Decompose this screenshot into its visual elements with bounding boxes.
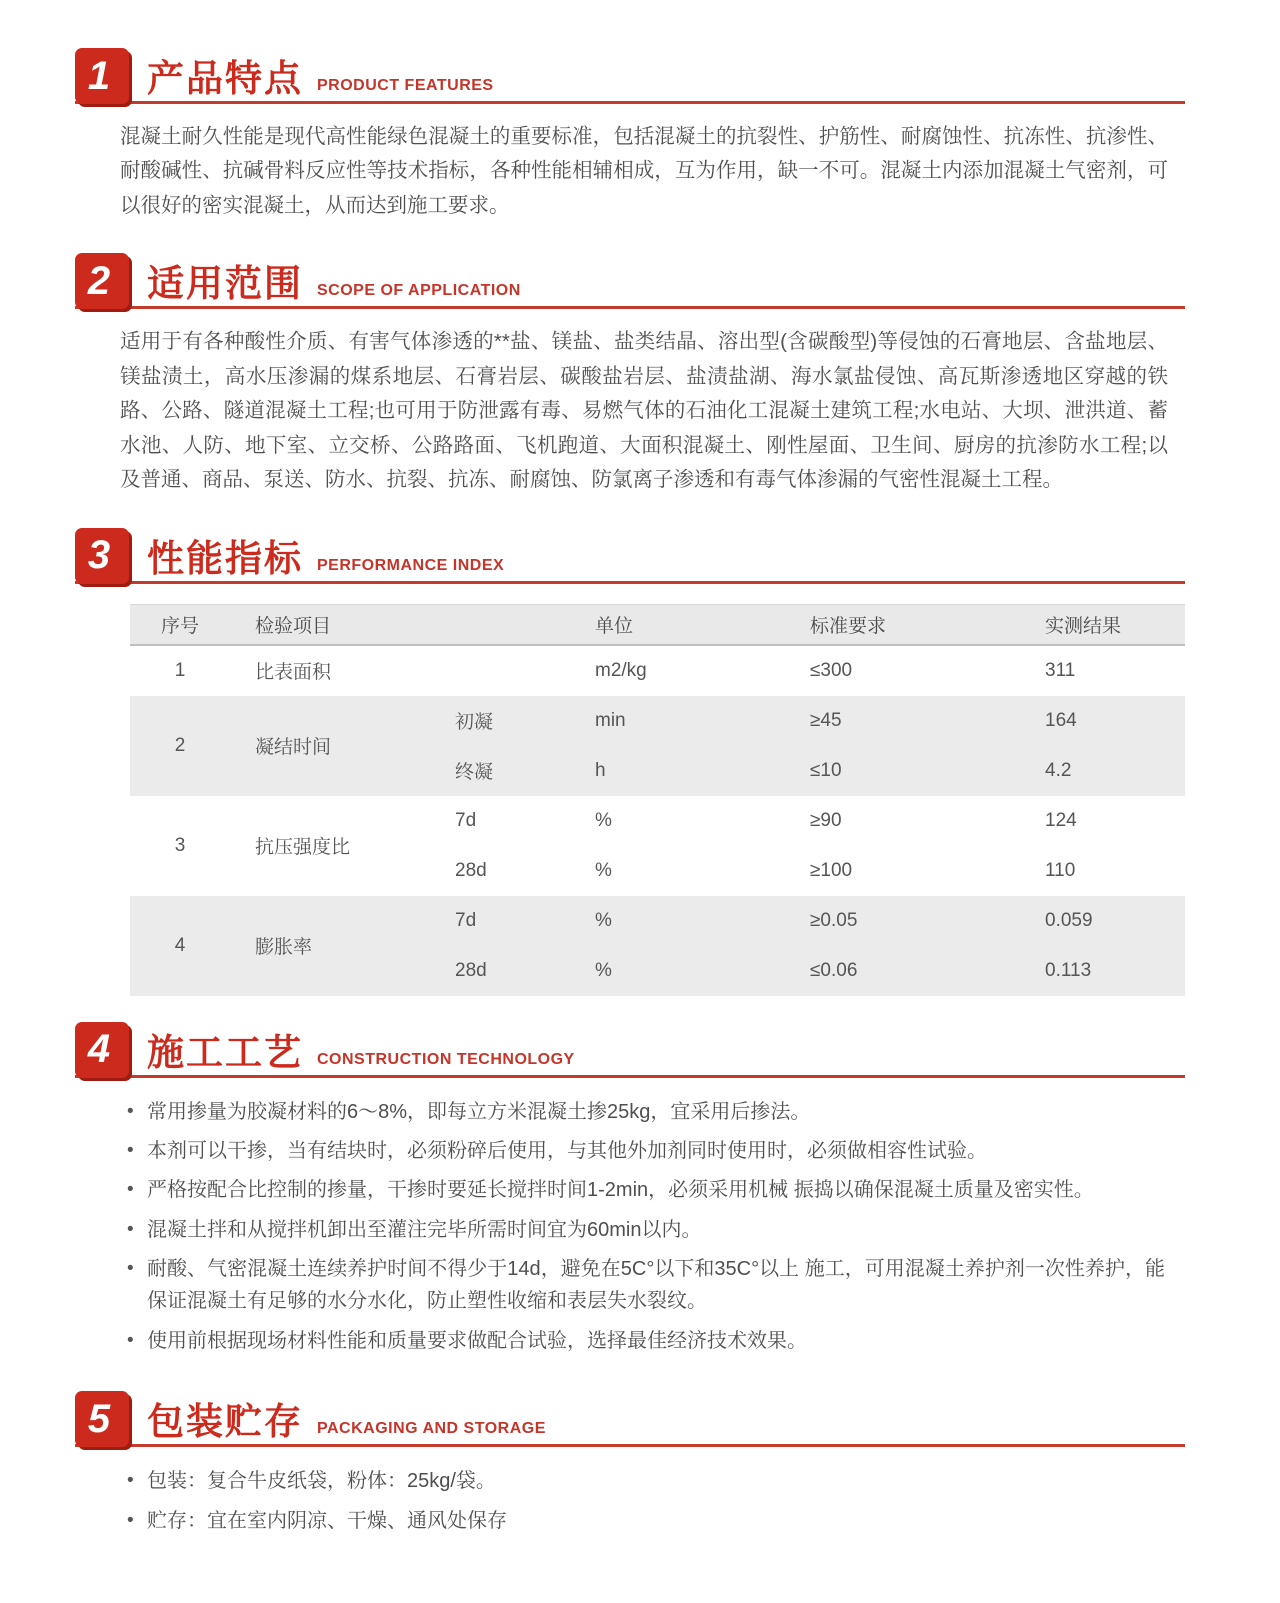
table-row-setting-time (130, 696, 1185, 796)
section-title-zh: 适用范围 (147, 263, 303, 305)
table-header-row (130, 604, 1185, 646)
section-title-en: CONSTRUCTION TECHNOLOGY (317, 1050, 575, 1068)
subrow (430, 796, 1185, 846)
cell-unit: % (595, 959, 612, 981)
cell-sub: 初凝 (455, 712, 494, 733)
cell-sub: 7d (455, 909, 477, 931)
bullet-list (125, 1465, 1165, 1537)
performance-table (130, 604, 1185, 996)
section-number-badge: 5 (75, 1391, 129, 1447)
cell-serial: 4 (174, 934, 186, 956)
section-number-badge: 4 (75, 1022, 129, 1078)
section-titles (147, 1031, 575, 1075)
cell-result: 0.113 (1045, 959, 1092, 981)
subrow (430, 696, 1185, 746)
cell-unit: % (595, 859, 612, 881)
section-header (75, 1391, 1185, 1447)
cell-standard: ≥90 (810, 809, 842, 831)
cell-serial: 2 (174, 734, 186, 756)
bullet-item: • 包装：复合牛皮纸袋，粉体：25kg/袋。 (125, 1465, 1165, 1497)
cell-unit: % (595, 909, 612, 931)
section-product-features (75, 48, 1185, 223)
header-serial: 序号 (160, 615, 199, 637)
subrow-column (430, 646, 1185, 696)
subrow-column (430, 696, 1185, 796)
cell-item: 比表面积 (255, 662, 332, 683)
bullet-list (125, 1096, 1165, 1358)
bullet-item: • 严格按配合比控制的掺量，干掺时要延长搅拌时间1-2min，必须采用机械 振捣以确保混凝土质量及密实性。 (125, 1174, 1165, 1206)
cell-result: 110 (1045, 859, 1076, 881)
section-title-zh: 施工工艺 (147, 1031, 303, 1073)
header-standard: 标准要求 (810, 615, 887, 637)
section-titles (147, 537, 505, 581)
section-title-en: PERFORMANCE INDEX (317, 556, 505, 574)
subrow (430, 646, 1185, 696)
cell-item: 凝结时间 (255, 737, 332, 758)
cell-result: 124 (1045, 809, 1077, 831)
section-titles (147, 60, 494, 101)
cell-result: 0.059 (1045, 909, 1093, 931)
section-number-badge: 3 (75, 528, 129, 584)
section-paragraph: 适用于有各种酸性介质、有害气体渗透的**盐、镁盐、盐类结晶、溶出型(含碳酸型)等侵蚀的石膏地层、含盐地层、镁盐渍土，高水压渗漏的煤系地层、石膏岩层、碳酸盐岩层、盐渍盐湖、海水氯盐侵蚀、高瓦斯渗透地区穿越的铁路、公路、隧道混凝土工程;也可用于防泄露有毒、易燃气体的石油化工混凝土建筑工程;水电站、大坝、泄洪道、蓄水池、人防、地下室、立交桥、公路路面、飞机跑道、大面积混凝土、刚性屋面、卫生间、厨房的抗渗防水工程;以及普通、商品、泵送、防水、抗裂、抗冻、耐腐蚀、防氯离子渗透和有毒气体渗漏的气密性混凝土工程。 (120, 330, 1168, 492)
section-header (75, 528, 1185, 584)
cell-sub: 7d (455, 809, 477, 831)
section-titles (147, 265, 521, 306)
header-item: 检验项目 (255, 615, 332, 637)
cell-unit: min (595, 709, 626, 731)
subrow (430, 746, 1185, 796)
section-header (75, 253, 1185, 309)
cell-item: 膨胀率 (255, 937, 313, 958)
subrow (430, 946, 1185, 996)
section-titles (147, 1403, 546, 1444)
cell-sub: 28d (455, 959, 487, 981)
section-title-en: PRODUCT FEATURES (317, 77, 494, 94)
section-packaging-and-storage (75, 1391, 1185, 1537)
cell-result: 4.2 (1045, 759, 1072, 781)
cell-result: 311 (1045, 659, 1076, 681)
cell-sub: 终凝 (455, 762, 494, 783)
section-header (75, 1022, 1185, 1078)
section-paragraph: 混凝土耐久性能是现代高性能绿色混凝土的重要标准，包括混凝土的抗裂性、护筋性、耐腐蚀性、抗冻性、抗渗性、耐酸碱性、抗碱骨料反应性等技术指标，各种性能相辅相成，互为作用，缺一不可。混凝土内添加混凝土气密剂，可以很好的密实混凝土，从而达到施工要求。 (120, 125, 1168, 217)
section-number-badge: 1 (75, 48, 129, 104)
subrow (430, 896, 1185, 946)
section-title-zh: 性能指标 (147, 537, 303, 579)
header-result: 实测结果 (1045, 615, 1122, 637)
bullet-item: • 使用前根据现场材料性能和质量要求做配合试验，选择最佳经济技术效果。 (125, 1325, 1165, 1357)
cell-standard: ≤0.06 (810, 959, 858, 981)
cell-serial: 3 (174, 834, 186, 856)
cell-standard: ≥45 (810, 709, 842, 731)
section-scope-of-application (75, 253, 1185, 497)
section-construction-technology (75, 1022, 1185, 1358)
bullet-item: • 贮存：宜在室内阴凉、干燥、通风处保存 (125, 1505, 1165, 1537)
section-performance-index (75, 528, 1185, 996)
section-title-en: SCOPE OF APPLICATION (317, 282, 521, 300)
cell-standard: ≤300 (810, 659, 853, 681)
section-title-zh: 包装贮存 (147, 1401, 303, 1443)
section-number-badge: 2 (75, 253, 129, 309)
subrow (430, 846, 1185, 896)
section-header (75, 48, 1185, 104)
cell-sub: 28d (455, 859, 487, 881)
cell-item: 抗压强度比 (255, 837, 351, 858)
cell-standard: ≥100 (810, 859, 853, 881)
cell-unit: % (595, 809, 612, 831)
subrow-column (430, 896, 1185, 996)
subrow-column (430, 796, 1185, 896)
cell-unit: m2/kg (595, 659, 647, 681)
section-title-zh: 产品特点 (147, 58, 303, 99)
cell-standard: ≤10 (810, 759, 842, 781)
cell-result: 164 (1045, 709, 1077, 731)
table-row-specific-surface (130, 646, 1185, 696)
header-unit: 单位 (595, 615, 634, 637)
cell-standard: ≥0.05 (810, 909, 858, 931)
bullet-item: • 混凝土拌和从搅拌机卸出至灌注完毕所需时间宜为60min以内。 (125, 1214, 1165, 1246)
bullet-item: • 本剂可以干掺，当有结块时，必须粉碎后使用，与其他外加剂同时使用时，必须做相容性试验。 (125, 1135, 1165, 1167)
cell-unit: h (595, 759, 606, 781)
table-row-expansion-rate (130, 896, 1185, 996)
table-row-compressive-strength-ratio (130, 796, 1185, 896)
bullet-item: • 耐酸、气密混凝土连续养护时间不得少于14d，避免在5C°以下和35C°以上 施工，可用混凝土养护剂一次性养护，能保证混凝土有足够的水分水化，防止塑性收缩和表层失水裂纹。 (125, 1253, 1165, 1318)
section-title-en: PACKAGING AND STORAGE (317, 1420, 546, 1438)
bullet-item: • 常用掺量为胶凝材料的6～8%，即每立方米混凝土掺25kg，宜采用后掺法。 (125, 1096, 1165, 1128)
cell-serial: 1 (174, 659, 186, 681)
